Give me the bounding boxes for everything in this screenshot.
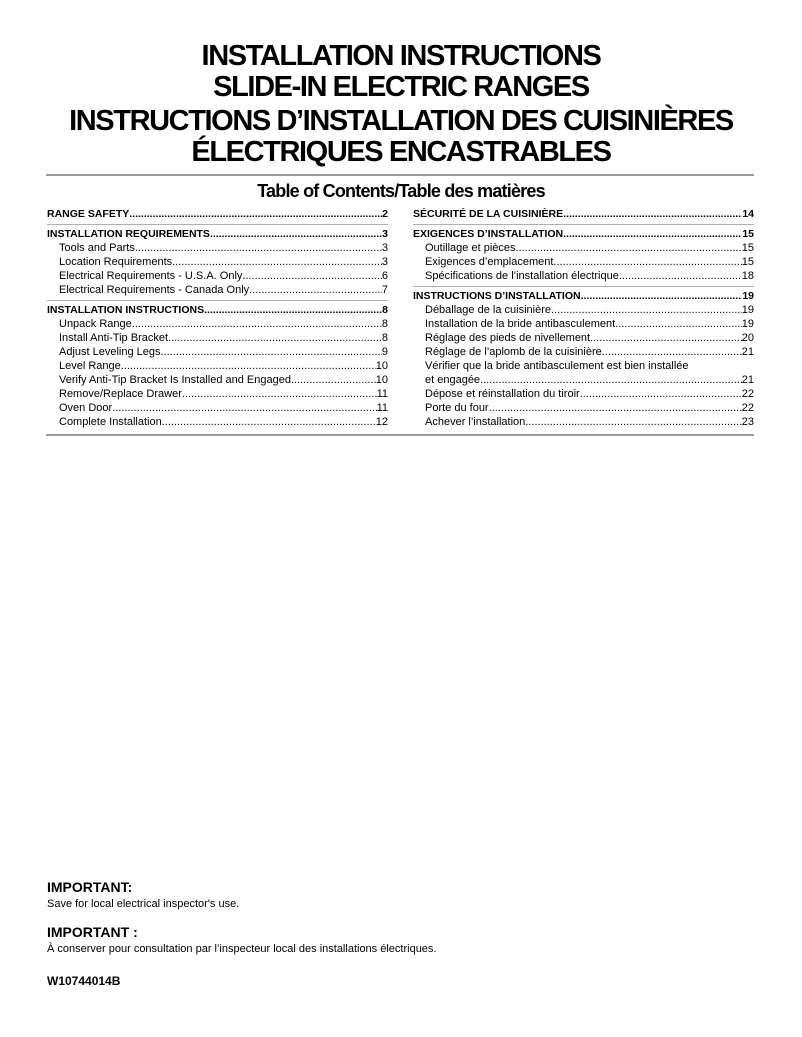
- toc-entry-label: INSTALLATION INSTRUCTIONS: [47, 304, 205, 316]
- toc-entry: [47, 300, 388, 317]
- toc-entry: [413, 345, 754, 359]
- toc-leader-dots: [590, 331, 742, 345]
- toc-entry-page: 23: [741, 416, 754, 428]
- toc-leader-dots: [553, 255, 741, 269]
- toc-leader-dots: [249, 283, 382, 297]
- toc-leader-dots: [132, 317, 382, 331]
- toc-entry-label: Réglage des pieds de nivellement: [425, 332, 591, 344]
- toc-entry-label: RANGE SAFETY: [47, 208, 130, 220]
- toc-entry-label: Adjust Leveling Legs: [59, 346, 161, 358]
- toc-leader-dots: [525, 415, 741, 429]
- toc-entry-page: 18: [741, 270, 754, 282]
- toc-leader-dots: [112, 401, 376, 415]
- toc-entry-page: 21: [741, 374, 754, 386]
- toc-title: Table of Contents/Table des matières: [257, 181, 545, 201]
- toc-entry-label: Achever l’installation: [425, 416, 526, 428]
- toc-entry-label: Level Range: [59, 360, 121, 372]
- toc-leader-dots: [580, 387, 742, 401]
- toc-entry-label: Unpack Range: [59, 318, 132, 330]
- toc-entry: [413, 415, 754, 429]
- toc-entry-label: EXIGENCES D’INSTALLATION: [413, 228, 564, 240]
- toc-entry-label: Porte du four: [425, 402, 489, 414]
- toc-entry-page: 12: [375, 416, 388, 428]
- toc-entry: [413, 359, 754, 373]
- toc-entry-page: 7: [381, 284, 388, 296]
- toc-entry-label: INSTALLATION REQUIREMENTS: [47, 228, 210, 240]
- toc-entry-label: Oven Door: [59, 402, 113, 414]
- toc-entry-page: 19: [742, 290, 754, 302]
- toc-entry-label: Location Requirements: [59, 256, 173, 268]
- toc-entry-page: 15: [741, 256, 754, 268]
- toc-entry: [413, 373, 754, 387]
- toc-entry-label: Electrical Requirements - U.S.A. Only: [59, 270, 243, 282]
- toc-entry: [413, 317, 754, 331]
- toc-entry: [413, 303, 754, 317]
- toc-entry: [413, 331, 754, 345]
- toc-entry-page: 6: [381, 270, 388, 282]
- toc-leader-dots: [242, 269, 381, 283]
- toc-entry: [47, 345, 388, 359]
- toc-entry: [413, 286, 754, 303]
- toc-entry-label: Déballage de la cuisinière: [425, 304, 551, 316]
- toc-entry-page: 22: [741, 402, 754, 414]
- toc-entry-label: Dépose et réinstallation du tiroir: [425, 388, 580, 400]
- toc-leader-dots: [480, 373, 742, 387]
- toc-leader-dots: [129, 207, 382, 221]
- toc-entry: [47, 317, 388, 331]
- toc-entry-page: 19: [741, 304, 754, 316]
- toc-entry: [47, 224, 388, 241]
- toc-entry: [47, 401, 388, 415]
- toc-leader-dots: [602, 345, 742, 359]
- toc-entry-label: SÉCURITÉ DE LA CUISINIÈRE: [413, 208, 564, 220]
- toc-entry-label: Remove/Replace Drawer: [59, 388, 182, 400]
- title-line-4: ÉLECTRIQUES ENCASTRABLES: [191, 136, 611, 168]
- toc-leader-dots: [204, 303, 382, 317]
- toc-leader-dots: [563, 207, 742, 221]
- toc-entry-page: 9: [381, 346, 388, 358]
- toc-leader-dots: [516, 241, 742, 255]
- toc-column-english: [47, 207, 388, 429]
- toc-leader-dots: [619, 269, 742, 283]
- toc-entry-label: Install Anti-Tip Bracket: [59, 332, 169, 344]
- important-heading-en: IMPORTANT:: [47, 879, 133, 895]
- toc-leader-dots: [551, 303, 742, 317]
- toc-entry: [47, 415, 388, 429]
- toc-leader-dots: [172, 255, 382, 269]
- toc-entry: [413, 255, 754, 269]
- toc-entry-label: Exigences d’emplacement: [425, 256, 554, 268]
- toc-entry: [413, 269, 754, 283]
- toc-leader-dots: [615, 317, 742, 331]
- toc-entry-page: 10: [375, 360, 388, 372]
- toc-entry-label: Installation de la bride antibasculement: [425, 318, 616, 330]
- toc-leader-dots: [291, 373, 376, 387]
- toc-leader-dots: [135, 241, 382, 255]
- toc-entry-label: Complete Installation: [59, 416, 162, 428]
- toc-leader-dots: [162, 415, 376, 429]
- toc-entry-page: 21: [741, 346, 754, 358]
- toc-entry: [413, 224, 754, 241]
- toc-entry-page: 14: [742, 208, 754, 220]
- title-line-3: INSTRUCTIONS D’INSTALLATION DES CUISINIÈRES: [69, 105, 733, 137]
- toc-entry-page: 15: [742, 228, 754, 240]
- toc-entry: [47, 241, 388, 255]
- toc-entry-page: 8: [381, 318, 388, 330]
- toc-leader-dots: [182, 387, 377, 401]
- toc-entry-page: 20: [741, 332, 754, 344]
- important-heading-fr: IMPORTANT :: [47, 924, 138, 940]
- toc-entry-label: INSTRUCTIONS D’INSTALLATION: [413, 290, 581, 302]
- toc-leader-dots: [489, 401, 742, 415]
- toc-column-french: [413, 207, 754, 429]
- toc-entry-page: 19: [741, 318, 754, 330]
- toc-entry-label: Réglage de l’aplomb de la cuisinière: [425, 346, 602, 358]
- important-text-en: Save for local electrical inspector's use.: [47, 898, 240, 910]
- toc-entry-label: Electrical Requirements - Canada Only: [59, 284, 250, 296]
- toc-entry-page: 15: [741, 242, 754, 254]
- toc-entry: [413, 207, 754, 221]
- top-divider: [46, 174, 754, 176]
- toc-leader-dots: [168, 331, 382, 345]
- toc-entry-page: 10: [375, 374, 388, 386]
- toc-entry-label: Tools and Parts: [59, 242, 135, 254]
- toc-entry: [47, 207, 388, 221]
- toc-entry-page: 8: [381, 332, 388, 344]
- toc-entry: [47, 331, 388, 345]
- toc-entry-page: 8: [382, 304, 388, 316]
- toc-entry: [47, 269, 388, 283]
- toc-entry: [47, 387, 388, 401]
- toc-entry: [413, 387, 754, 401]
- toc-entry: [413, 241, 754, 255]
- toc-entry-label: Spécifications de l’installation électrique: [425, 270, 619, 282]
- toc-entry-page: 3: [381, 242, 388, 254]
- toc-entry-page: 11: [376, 402, 388, 414]
- toc-leader-dots: [581, 289, 743, 303]
- document-number: W10744014B: [47, 974, 121, 988]
- toc-leader-dots: [210, 227, 382, 241]
- toc-entry-page: 3: [381, 256, 388, 268]
- toc-entry-page: 3: [382, 228, 388, 240]
- title-line-2: SLIDE-IN ELECTRIC RANGES: [213, 71, 589, 103]
- toc-entry-label: Vérifier que la bride antibasculement est bien installée: [425, 360, 689, 372]
- toc-entry: [47, 359, 388, 373]
- toc-leader-dots: [161, 345, 382, 359]
- toc-entry-label: Verify Anti-Tip Bracket Is Installed and Engaged: [59, 374, 291, 386]
- toc-entry: [47, 283, 388, 297]
- toc-leader-dots: [121, 359, 376, 373]
- toc-entry: [413, 401, 754, 415]
- toc-leader-dots: [563, 227, 742, 241]
- important-text-fr: À conserver pour consultation par l’inspecteur local des installations électriques.: [47, 943, 437, 955]
- toc-entry-page: 11: [376, 388, 388, 400]
- toc-entry-label: et engagée: [425, 374, 481, 386]
- toc-bottom-divider: [46, 434, 754, 436]
- toc-entry-label: Outillage et pièces: [425, 242, 516, 254]
- toc-entry: [47, 255, 388, 269]
- title-line-1: INSTALLATION INSTRUCTIONS: [201, 40, 601, 72]
- toc-entry-page: 2: [382, 208, 388, 220]
- toc-entry-page: 22: [741, 388, 754, 400]
- toc-entry: [47, 373, 388, 387]
